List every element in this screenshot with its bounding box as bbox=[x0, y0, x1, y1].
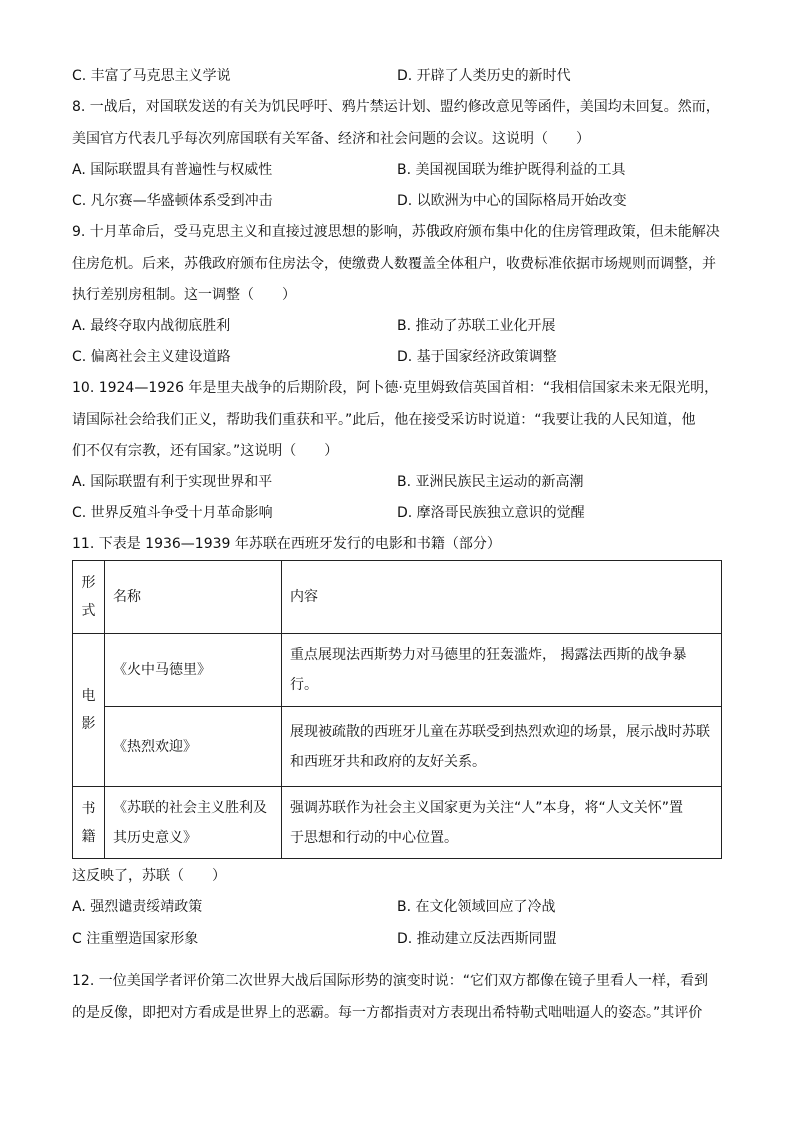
q9-stem-line1: 9. 十月革命后，受马克思主义和直接过渡思想的影响，苏俄政府颁布集中化的住房管理政策，但未能解决 bbox=[72, 224, 720, 240]
row2-name: 《热烈欢迎》 bbox=[105, 707, 282, 787]
q11-stem: 11. 下表是 1936—1939 年苏联在西班牙发行的电影和书籍（部分） bbox=[72, 536, 501, 552]
q9-option-a: A. 最终夺取内战彻底胜利 bbox=[72, 318, 231, 334]
q12-stem-line2: 的是反像，即把对方看成是世界上的恶霸。每一方都指责对方表现出希特勒式咄咄逼人的姿态。”其评价 bbox=[72, 1005, 703, 1021]
film-char2: 影 bbox=[81, 716, 96, 732]
header-content-cell: 内容 bbox=[282, 561, 722, 634]
q11-option-c: C 注重塑造国家形象 bbox=[72, 931, 199, 947]
row3-content bbox=[282, 787, 722, 859]
q10-option-b: B. 亚洲民族民主运动的新高潮 bbox=[397, 474, 584, 490]
q11-option-b: B. 在文化领域回应了冷战 bbox=[397, 899, 556, 915]
header-form-char1: 形 bbox=[81, 575, 96, 591]
q11-option-a: A. 强烈谴责绥靖政策 bbox=[72, 899, 203, 915]
q9-option-d: D. 基于国家经济政策调整 bbox=[397, 349, 557, 365]
header-name-cell: 名称 bbox=[105, 561, 282, 634]
row2-content-line1: 展现被疏散的西班牙儿童在苏联受到热烈欢迎的场景，展示战时苏联 bbox=[290, 723, 710, 740]
table-row bbox=[73, 787, 722, 859]
book-form-cell bbox=[73, 787, 105, 859]
q8-option-d: D. 以欧洲为中心的国际格局开始改变 bbox=[397, 193, 627, 209]
q11-option-d: D. 推动建立反法西斯同盟 bbox=[397, 931, 557, 947]
q8-option-c: C. 凡尔赛—华盛顿体系受到冲击 bbox=[72, 193, 273, 209]
q8-option-b: B. 美国视国联为维护既得利益的工具 bbox=[397, 162, 626, 178]
q10-option-d: D. 摩洛哥民族独立意识的觉醒 bbox=[397, 505, 585, 521]
row1-content-line2: 行。 bbox=[290, 677, 318, 693]
book-char1: 书 bbox=[81, 800, 96, 817]
q9-option-c: C. 偏离社会主义建设道路 bbox=[72, 349, 231, 365]
table-header-row bbox=[73, 561, 722, 634]
row1-content-line1: 重点展现法西斯势力对马德里的狂轰滥炸， 揭露法西斯的战争暴 bbox=[290, 647, 687, 663]
film-char1: 电 bbox=[81, 688, 96, 704]
q8-option-a: A. 国际联盟具有普遍性与权威性 bbox=[72, 162, 273, 178]
q9-stem-line3: 执行差别房租制。这一调整（ ） bbox=[72, 287, 296, 303]
book-char2: 籍 bbox=[81, 828, 96, 845]
row3-name bbox=[105, 787, 282, 859]
prev-option-d: D. 开辟了人类历史的新时代 bbox=[397, 68, 571, 84]
row3-name-line1: 《苏联的社会主义胜利及 bbox=[113, 799, 267, 816]
q12-stem-line1: 12. 一位美国学者评价第二次世界大战后国际形势的演变时说：“它们双方都像在镜子里看人一样，看到 bbox=[72, 973, 708, 989]
header-form-cell bbox=[73, 561, 105, 634]
table-row bbox=[73, 707, 722, 787]
row3-name-line2: 其历史意义》 bbox=[113, 829, 197, 846]
row3-content-line1: 强调苏联作为社会主义国家更为关注“人”本身，将“人文关怀”置 bbox=[290, 799, 684, 816]
q9-option-b: B. 推动了苏联工业化开展 bbox=[397, 318, 556, 334]
table-row bbox=[73, 634, 722, 707]
row1-name: 《火中马德里》 bbox=[105, 634, 282, 707]
q10-option-c: C. 世界反殖斗争受十月革命影响 bbox=[72, 505, 273, 521]
film-form-cell bbox=[73, 634, 105, 787]
prev-option-c: C. 丰富了马克思主义学说 bbox=[72, 68, 231, 84]
film-book-table bbox=[72, 560, 722, 859]
q10-stem-line1: 10. 1924—1926 年是里夫战争的后期阶段，阿卜德·克里姆致信英国首相：“我相信国家未来无限光明， bbox=[72, 380, 719, 396]
row3-content-line2: 于思想和行动的中心位置。 bbox=[290, 829, 458, 846]
row2-content bbox=[282, 707, 722, 787]
q8-stem-line2: 美国官方代表几乎每次列席国联有关军备、经济和社会问题的会议。这说明（ ） bbox=[72, 131, 590, 147]
q8-stem-line1: 8. 一战后，对国联发送的有关为饥民呼吁、鸦片禁运计划、盟约修改意见等函件，美国均未回复。然而， bbox=[72, 99, 720, 115]
q11-after: 这反映了，苏联（ ） bbox=[72, 868, 226, 884]
row2-content-line2: 和西班牙共和政府的友好关系。 bbox=[290, 753, 486, 770]
q9-stem-line2: 住房危机。后来，苏俄政府颁布住房法令，使缴费人数覆盖全体租户，收费标准依据市场规则而调整，并 bbox=[72, 256, 716, 272]
q10-stem-line2: 请国际社会给我们正义，帮助我们重获和平。”此后，他在接受采访时说道：“我要让我的人民知道，他 bbox=[72, 412, 696, 428]
header-form-char2: 式 bbox=[81, 603, 96, 619]
q10-option-a: A. 国际联盟有利于实现世界和平 bbox=[72, 474, 273, 490]
row1-content bbox=[282, 634, 722, 707]
q10-stem-line3: 们不仅有宗教，还有国家。”这说明（ ） bbox=[72, 443, 339, 459]
